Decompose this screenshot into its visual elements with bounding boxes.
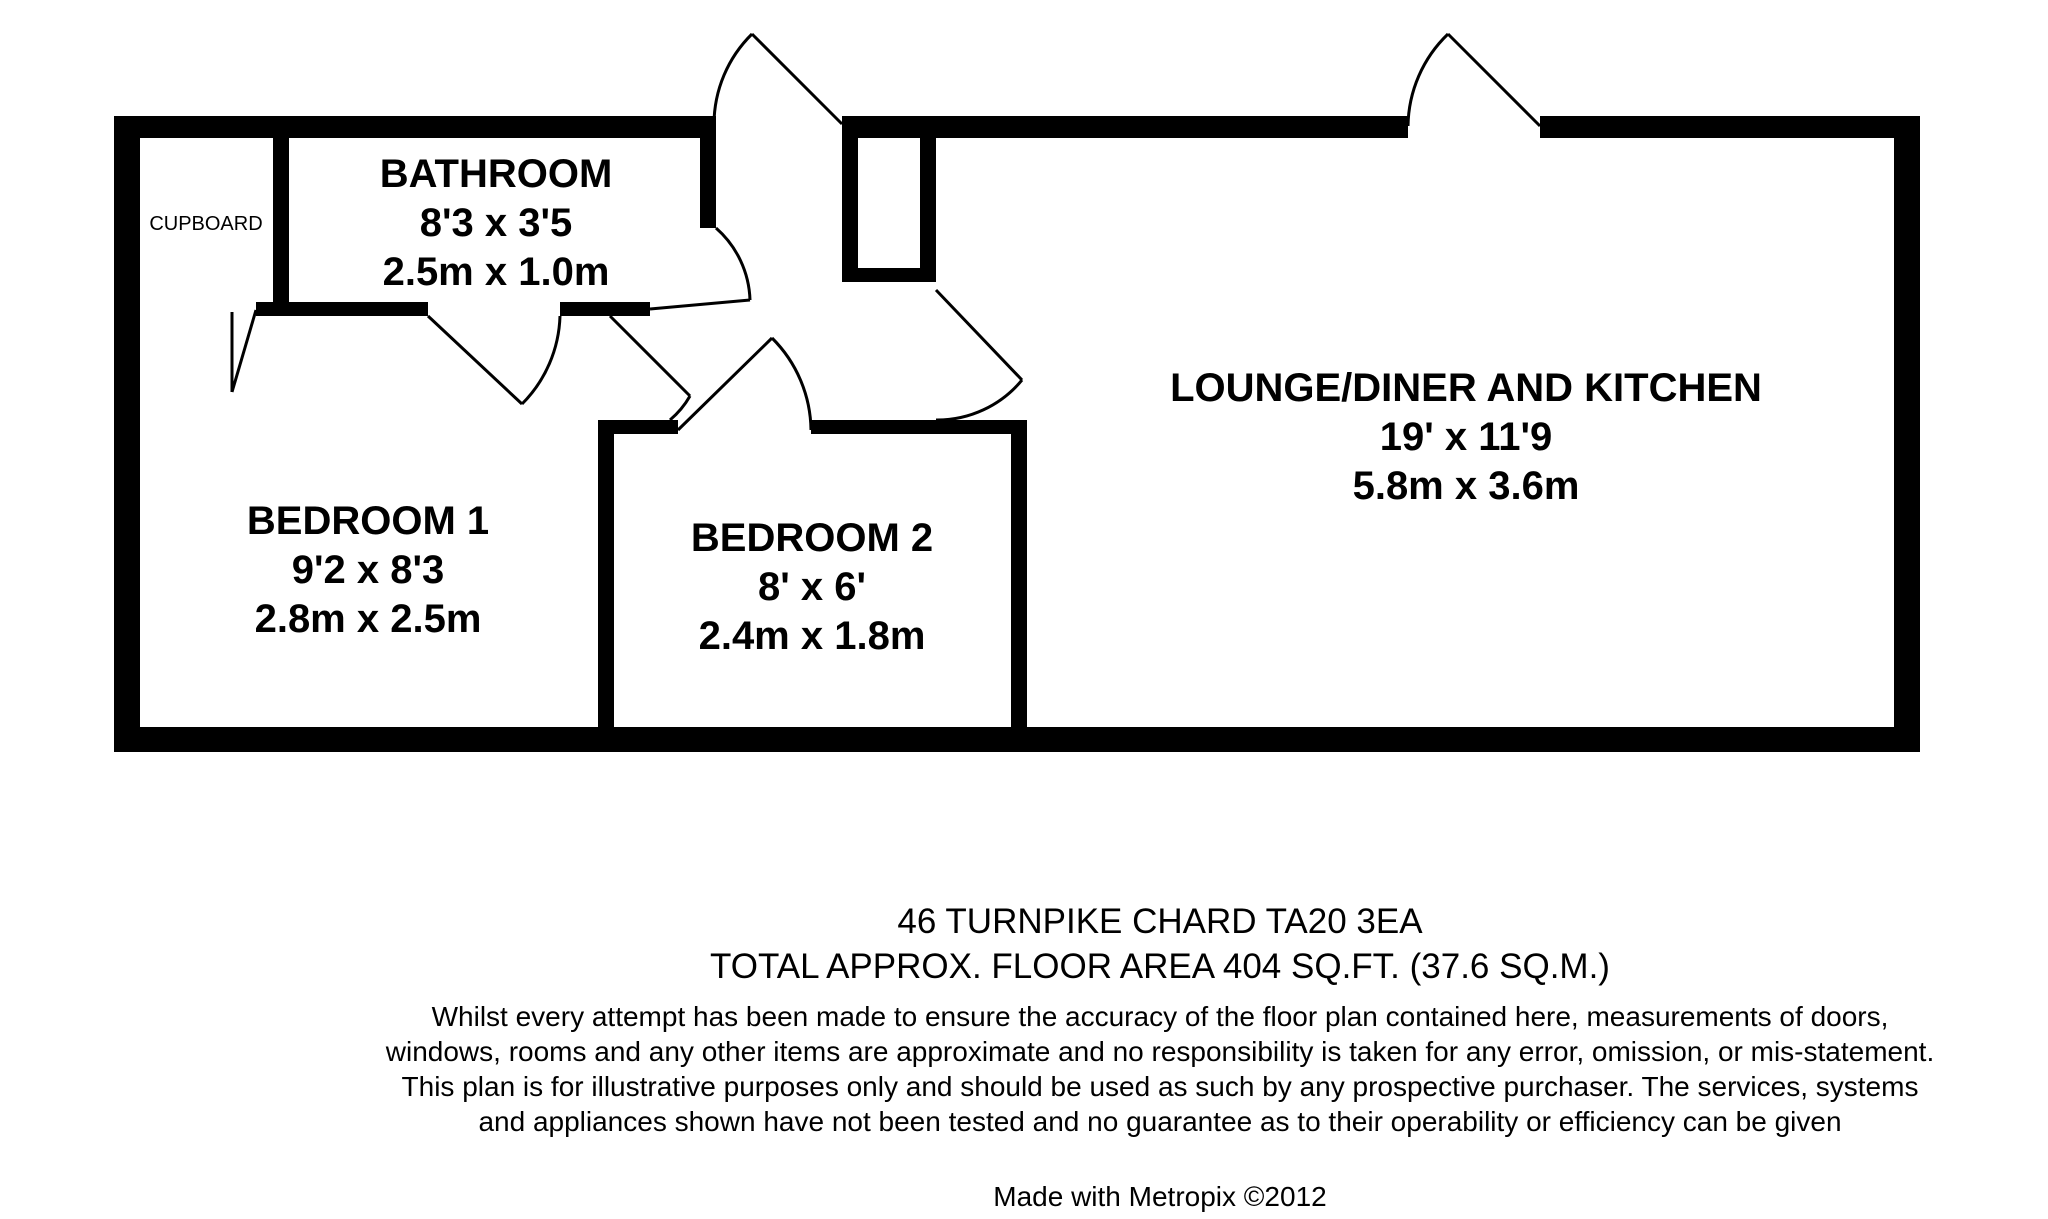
room-imperial: 8'3 x 3'5 bbox=[419, 201, 573, 245]
wall-bathroom-right bbox=[700, 116, 716, 228]
room-imperial: 19' x 11'9 bbox=[1379, 415, 1553, 459]
wall-top-right bbox=[1540, 116, 1920, 138]
room-lounge-diner-kitchen bbox=[1170, 366, 1762, 508]
room-name: LOUNGE/DINER AND KITCHEN bbox=[1170, 366, 1762, 410]
bedroom1-door bbox=[428, 316, 560, 404]
floor-area: TOTAL APPROX. FLOOR AREA 404 SQ.FT. (37.6 SQ.M.) bbox=[710, 947, 1610, 986]
wall-left bbox=[114, 116, 140, 752]
wall-bedroom2-top-right bbox=[811, 420, 1027, 434]
disclaimer-text: Whilst every attempt has been made to ensure the accuracy of the floor plan contained here, measurements of doors, windows, rooms and any other items are approximate and no responsibility is taken for any error, omission, or mis-statement. This plan is for illustrative purposes only and should be used as such by any prospective purchaser. The services, systems and appliances shown have not been tested and no guarantee as to their operability or efficiency can be given bbox=[385, 1001, 1935, 1137]
credit-text: Made with Metropix ©2012 bbox=[993, 1181, 1327, 1212]
lounge-door bbox=[936, 290, 1022, 420]
room-name: BEDROOM 1 bbox=[246, 499, 490, 543]
room-bedroom-2 bbox=[691, 516, 933, 658]
lounge-external-door bbox=[1408, 34, 1540, 126]
room-bathroom bbox=[380, 152, 613, 294]
bathroom-door bbox=[650, 228, 750, 309]
property-address: 46 TURNPIKE CHARD TA20 3EA bbox=[897, 902, 1423, 941]
room-imperial: 8' x 6' bbox=[758, 565, 866, 609]
room-metric: 2.8m x 2.5m bbox=[254, 597, 482, 641]
room-bedroom-1 bbox=[247, 499, 489, 641]
wall-top-left bbox=[114, 116, 714, 138]
cupboard-label: CUPBOARD bbox=[149, 213, 263, 235]
hall-bedroom-door bbox=[610, 316, 690, 420]
wall-right bbox=[1894, 116, 1920, 752]
wall-bathroom-bottom-right bbox=[560, 302, 650, 316]
wall-cupboard-divider bbox=[273, 134, 289, 304]
room-name: BATHROOM bbox=[379, 152, 613, 196]
wall-bedroom2-top-left bbox=[598, 420, 678, 434]
room-metric: 5.8m x 3.6m bbox=[1352, 464, 1580, 508]
entrance-door bbox=[714, 34, 842, 124]
room-metric: 2.4m x 1.8m bbox=[698, 614, 926, 658]
wall-bathroom-bottom-left bbox=[256, 302, 428, 316]
wall-lounge-left bbox=[842, 116, 858, 282]
cupboard-door bbox=[232, 310, 256, 392]
wall-storage-right bbox=[920, 116, 936, 282]
wall-bedroom2-left bbox=[598, 420, 614, 738]
room-name: BEDROOM 2 bbox=[690, 516, 934, 560]
bedroom2-door bbox=[678, 338, 811, 430]
room-metric: 2.5m x 1.0m bbox=[382, 250, 610, 294]
room-imperial: 9'2 x 8'3 bbox=[291, 548, 445, 592]
wall-bedroom2-right bbox=[1011, 420, 1027, 738]
wall-storage-bottom bbox=[842, 268, 936, 282]
